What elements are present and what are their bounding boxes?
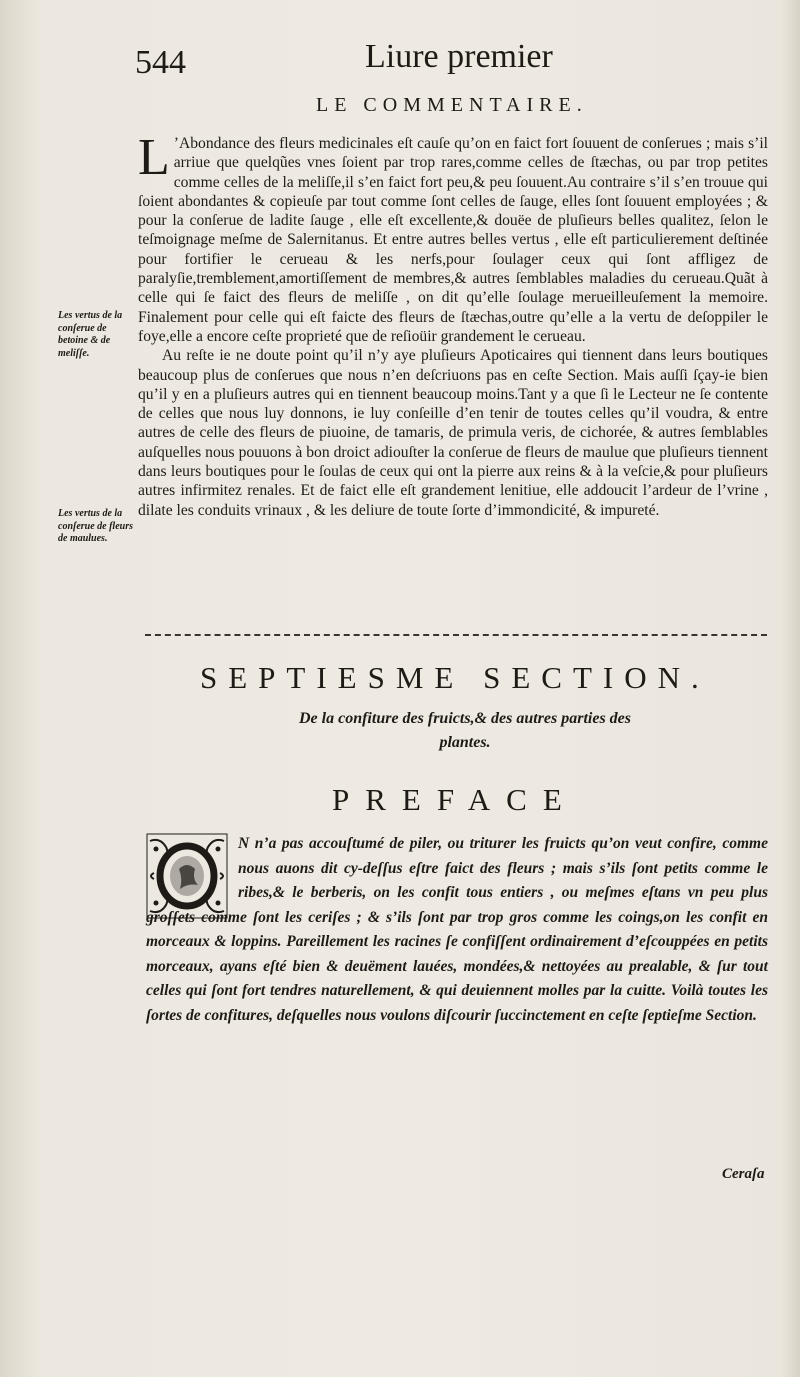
running-title: Liure premier xyxy=(365,38,553,75)
ornamental-initial-icon xyxy=(146,833,228,919)
commentary-paragraph-2: Au reſte ie ne doute point qu’il n’y aye pluſieurs Apoticaires qui tiennent dans leurs boutiques beaucoup plus de conſerues que nous n’en deſcriuons pas en ceſte Section. Mais auſſi ſçay-ie bien qu’il y en a pluſieurs autres qui en tiennent beaucoup moins.Tant y a que ſi le Lecteur ne ſe contente de celles que nous luy donnons, ie luy conſeille d’en tenir de toutes celles qu’il voudra, & entre autres de celle des fleurs de piuoine, de tamaris, de primula veris, de cichorée, & autres ſemblables auſquelles nous pouuons à bon droict adiouſter la conſerue de fleurs de maulue que pluſieurs tiennent dans leurs boutiques pour le ſoulas de ceux qui ont la pierre aux reins & à la veſcie,& pour pluſieurs autres infirmitez renales. Et de faict elle eſt grandement lenitiue, elle addoucit l’ardeur de l’vrine , dilate les conduits vrinaux , & les deliure de toute ſorte d’immondicité, & impureté. xyxy=(138,347,768,519)
section-divider xyxy=(145,634,767,636)
preface-text: N n’a pas accouſtumé de piler, ou triturer les fruicts qu’on veut confire, comme nous auons dit cy-deſſus eſtre faict des fleurs ; mais s’ils ſont petits comme le ribes,& le berberis, on les confit tous entiers , ou meſmes eſtans vn peu plus groſſets comme ſont les ceriſes ; & s’ils ſont par trop gros comme les coings,on les confit en morceaux & loppins. Pareillement les racines ſe confiſſent ordinairement d’eſcouppées en petits morceaux, ayans eſté bien & deuëment lauées, mondées,& nettoyées au prealable, & ſur tout celles qui ſont fort tendres naturellement, & qui deuiennent molles par la cuitte. Voilà toutes les ſortes de confitures, deſquelles nous voulons diſcourir ſuccinctement en ceſte ſeptieſme Section. xyxy=(146,835,768,1024)
drop-cap: L xyxy=(138,129,170,186)
page-number: 544 xyxy=(135,44,186,81)
preface-text-block xyxy=(146,800,768,1028)
margin-note-maulue: Les vertus de la conſerue de fleurs de maulues. xyxy=(58,508,133,544)
preface-top-gap xyxy=(146,800,768,832)
margin-note-betoine: Les vertus de la conſerue de betoine & de meliſſe. xyxy=(58,310,123,359)
catchword: Ceraſa xyxy=(722,1166,765,1182)
commentary-heading: LE COMMENTAIRE. xyxy=(316,94,588,116)
commentary-body xyxy=(138,129,768,520)
preface-heading: PREFACE xyxy=(332,782,578,817)
commentary-paragraph-1-text: ’Abondance des fleurs medicinales eſt cauſe qu’on en faict fort ſouuent de conſerues ; mais s’il arriue que quelqũes vnes ſoient par trop rares,comme celles de ſtæchas, ou par trop petites comme celles de la meliſſe,il s’en faict fort peu,& peu ſouuent.Au contraire s’il s’en trouue qui ſoient abondantes & copieuſe par tout comme ſont celles de ſauge, elles ſont ſouuent employées ; & pour la conſerue de ladite ſauge , elle eſt excellente,& douëe de pluſieurs belles qualitez, ſelon le teſmoignage meſme de Salernitanus. Et entre autres belles vertus , elle eſt particulierement deſtinée pour fortifier le cerueau & les nerfs,pour ſoulager ceux qui ſont affligez de paralyſie,tremblement,amortiſſement de membres,& autres ſemblables maladies du cerueau.Quãt à celle qui ſe faict des fleurs de meliſſe , on dit qu’elle ſoulage merueilleuſement la memoire. Finalement pour celle qui eſt faicte des fleurs de ſtæchas,outre qu’elle a la vertu de deſoppiler le foye,elle a encore ceſte proprieté que de reſioüir grandement le cerueau. xyxy=(138,135,768,345)
section-title: SEPTIESME SECTION. xyxy=(200,660,710,695)
commentary-paragraph-1 xyxy=(138,129,768,346)
section-subtitle: De la confiture des fruicts,& des autres parties des plantes. xyxy=(299,710,631,751)
